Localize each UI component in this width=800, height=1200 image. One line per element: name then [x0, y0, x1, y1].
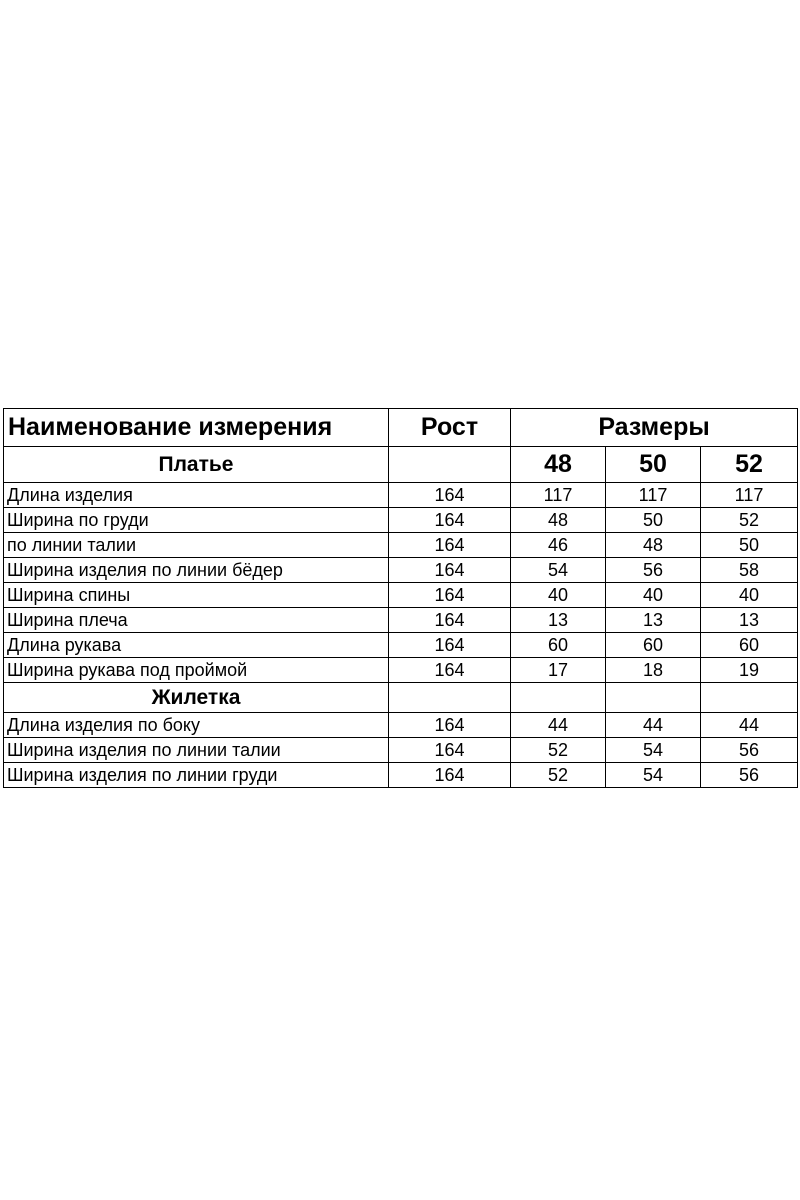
row-height: 164 [389, 508, 511, 533]
row-value-50: 40 [606, 583, 701, 608]
row-height: 164 [389, 608, 511, 633]
sizes-column-header: Размеры [511, 409, 798, 447]
row-height: 164 [389, 533, 511, 558]
row-value-50: 56 [606, 558, 701, 583]
row-value-50: 117 [606, 483, 701, 508]
row-value-52: 56 [701, 738, 798, 763]
row-value-52: 44 [701, 713, 798, 738]
row-label: Ширина по груди [4, 508, 389, 533]
row-height: 164 [389, 583, 511, 608]
table-row [4, 738, 798, 763]
row-value-48: 40 [511, 583, 606, 608]
row-label: Ширина рукава под проймой [4, 658, 389, 683]
row-value-50: 44 [606, 713, 701, 738]
row-value-48: 48 [511, 508, 606, 533]
height-column-header: Рост [389, 409, 511, 447]
row-value-48: 117 [511, 483, 606, 508]
row-height: 164 [389, 738, 511, 763]
row-label: Ширина плеча [4, 608, 389, 633]
table-header-row [4, 409, 798, 447]
table-row [4, 583, 798, 608]
row-value-48: 52 [511, 738, 606, 763]
size-numbers-row [4, 447, 798, 483]
table-row [4, 633, 798, 658]
empty-cell [511, 683, 606, 713]
table-row [4, 608, 798, 633]
row-label: Ширина изделия по линии бёдер [4, 558, 389, 583]
size-chart-table [3, 408, 798, 788]
row-value-50: 50 [606, 508, 701, 533]
row-value-48: 46 [511, 533, 606, 558]
row-value-52: 40 [701, 583, 798, 608]
row-value-48: 13 [511, 608, 606, 633]
row-value-50: 18 [606, 658, 701, 683]
row-value-48: 52 [511, 763, 606, 788]
row-label: по линии талии [4, 533, 389, 558]
row-height: 164 [389, 483, 511, 508]
row-value-52: 19 [701, 658, 798, 683]
table-row [4, 533, 798, 558]
size-header-48: 48 [511, 447, 606, 483]
table-row [4, 713, 798, 738]
row-value-52: 56 [701, 763, 798, 788]
row-value-52: 13 [701, 608, 798, 633]
row-value-50: 13 [606, 608, 701, 633]
measurement-column-header: Наименование измерения [4, 409, 389, 447]
row-height: 164 [389, 633, 511, 658]
row-height: 164 [389, 763, 511, 788]
row-label: Ширина изделия по линии груди [4, 763, 389, 788]
table-row [4, 558, 798, 583]
table-row [4, 483, 798, 508]
row-label: Ширина изделия по линии талии [4, 738, 389, 763]
table-row [4, 508, 798, 533]
row-value-50: 54 [606, 763, 701, 788]
row-value-52: 117 [701, 483, 798, 508]
row-value-50: 48 [606, 533, 701, 558]
section-title-vest: Жилетка [4, 683, 389, 713]
row-label: Ширина спины [4, 583, 389, 608]
size-header-52: 52 [701, 447, 798, 483]
row-value-48: 44 [511, 713, 606, 738]
row-value-48: 54 [511, 558, 606, 583]
table-row [4, 763, 798, 788]
row-value-52: 50 [701, 533, 798, 558]
row-value-52: 60 [701, 633, 798, 658]
empty-cell [701, 683, 798, 713]
table-row [4, 658, 798, 683]
empty-cell [389, 683, 511, 713]
size-header-50: 50 [606, 447, 701, 483]
row-height: 164 [389, 658, 511, 683]
row-label: Длина изделия по боку [4, 713, 389, 738]
empty-cell [606, 683, 701, 713]
row-height: 164 [389, 713, 511, 738]
row-value-52: 58 [701, 558, 798, 583]
row-value-50: 60 [606, 633, 701, 658]
row-label: Длина рукава [4, 633, 389, 658]
row-value-48: 17 [511, 658, 606, 683]
section-header-row [4, 683, 798, 713]
row-value-48: 60 [511, 633, 606, 658]
row-height: 164 [389, 558, 511, 583]
row-label: Длина изделия [4, 483, 389, 508]
empty-cell [389, 447, 511, 483]
row-value-50: 54 [606, 738, 701, 763]
row-value-52: 52 [701, 508, 798, 533]
section-title-dress: Платье [4, 447, 389, 483]
